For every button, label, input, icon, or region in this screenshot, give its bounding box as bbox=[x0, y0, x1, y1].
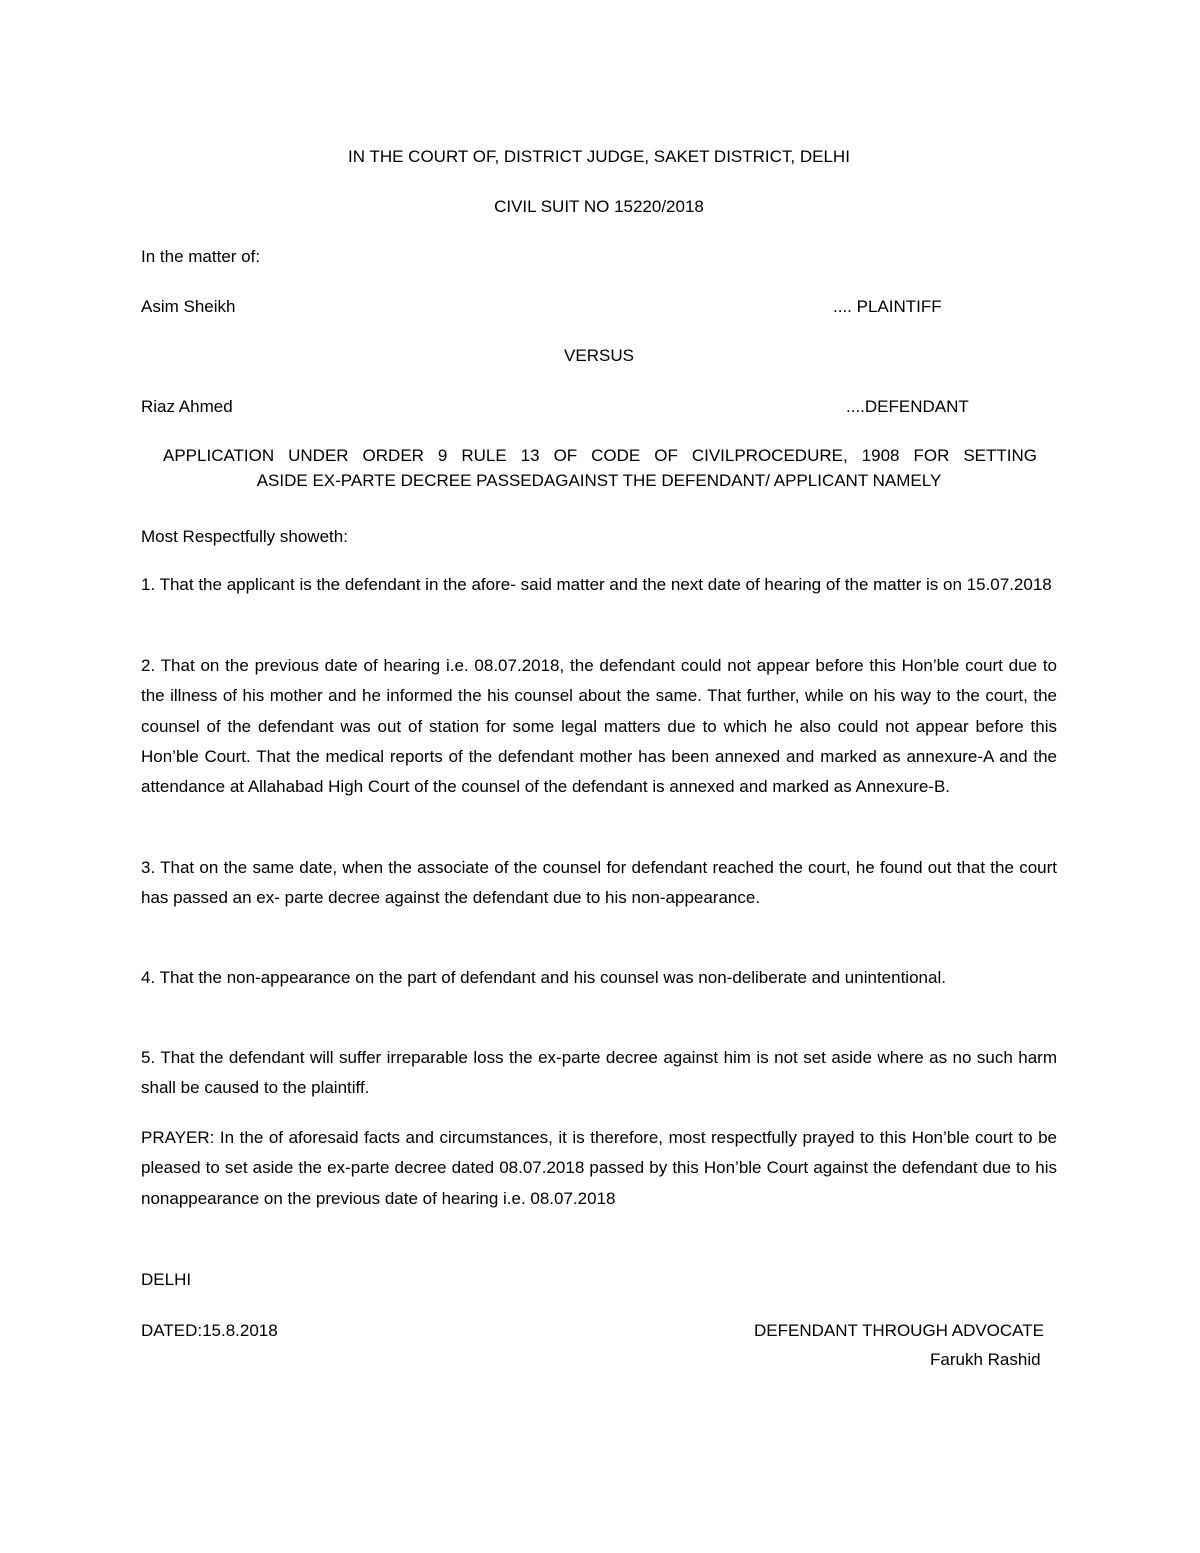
versus-label: VERSUS bbox=[564, 346, 634, 365]
paragraph-2: 2. That on the previous date of hearing i.e. 08.07.2018, the defendant could not appear before this Hon’ble court due to the illness of his mother and he informed the his counsel about the same. That further, while on his way to the court, the counsel of the defendant was out of station for some legal matters due to which he also could not appear before this Hon’ble Court. That the medical reports of the defendant mother has been annexed and marked as annexure-A and the attendance at Allahabad High Court of the counsel of the defendant is annexed and marked as Annexure-B. bbox=[141, 656, 1057, 797]
advocate-name: Farukh Rashid bbox=[930, 1350, 1041, 1369]
dated-label: DATED:15.8.2018 bbox=[141, 1321, 278, 1340]
application-title-line-1: APPLICATION UNDER ORDER 9 RULE 13 OF CODE OF CIVILPROCEDURE, 1908 FOR SETTING bbox=[163, 446, 1037, 465]
suit-number: CIVIL SUIT NO 15220/2018 bbox=[494, 197, 704, 216]
paragraph-5: 5. That the defendant will suffer irreparable loss the ex-parte decree against him is not set aside where as no such harm shall be caused to the plaintiff. bbox=[141, 1048, 1057, 1098]
signatory-line: DEFENDANT THROUGH ADVOCATE bbox=[754, 1321, 1044, 1340]
prayer-paragraph: PRAYER: In the of aforesaid facts and circumstances, it is therefore, most respectfully prayed to this Hon’ble court to be pleased to set aside the ex-parte decree dated 08.07.2018 passed by this Hon’ble Court against the defendant due to his nonappearance on the previous date of hearing i.e. 08.07.2018 bbox=[141, 1128, 1057, 1208]
place-label: DELHI bbox=[141, 1270, 192, 1289]
paragraph-1: 1. That the applicant is the defendant in the afore- said matter and the next date of hearing of the matter is on 15.07.2018 bbox=[141, 575, 1052, 594]
defendant-role: ....DEFENDANT bbox=[846, 397, 969, 416]
salutation: Most Respectfully showeth: bbox=[141, 527, 348, 546]
plaintiff-role: .... PLAINTIFF bbox=[833, 297, 942, 316]
court-heading: IN THE COURT OF, DISTRICT JUDGE, SAKET DISTRICT, DELHI bbox=[348, 147, 850, 166]
defendant-name: Riaz Ahmed bbox=[141, 397, 233, 416]
plaintiff-name: Asim Sheikh bbox=[141, 297, 236, 316]
application-title bbox=[141, 443, 1057, 493]
paragraph-4: 4. That the non-appearance on the part of defendant and his counsel was non-deliberate and unintentional. bbox=[141, 968, 946, 987]
application-title-line-2: ASIDE EX-PARTE DECREE PASSEDAGAINST THE DEFENDANT/ APPLICANT NAMELY bbox=[256, 471, 942, 490]
matter-intro: In the matter of: bbox=[141, 247, 261, 266]
paragraph-3: 3. That on the same date, when the associate of the counsel for defendant reached the court, he found out that the court has passed an ex- parte decree against the defendant due to his non-appearance. bbox=[141, 858, 1057, 908]
